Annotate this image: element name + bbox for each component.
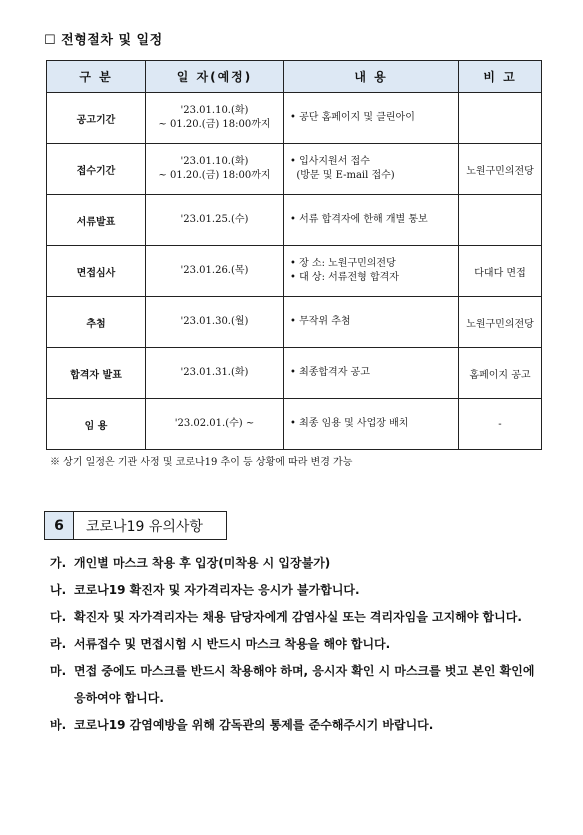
header-note: 비 고 (459, 61, 542, 93)
list-item (50, 604, 550, 631)
section-number: 6 (45, 512, 74, 539)
row-date: '23.01.25.(수) (146, 195, 284, 246)
table-row (47, 246, 542, 297)
row-note: 다대다 면접 (459, 246, 542, 297)
schedule-table (46, 60, 542, 450)
row-content: • 서류 합격자에 한해 개별 통보 (284, 195, 459, 246)
table-row (47, 93, 542, 144)
list-item (50, 631, 550, 658)
table-row (47, 144, 542, 195)
covid-notice-list (50, 550, 550, 739)
row-date: '23.01.10.(화) ~ 01.20.(금) 18:00까지 (146, 144, 284, 195)
schedule-footnote: ※ 상기 일정은 기관 사정 및 코로나19 추이 등 상황에 따라 변경 가능 (50, 457, 353, 468)
row-category: 임 용 (47, 399, 146, 450)
list-text: 서류접수 및 면접시험 시 반드시 마스크 착용을 해야 합니다. (74, 637, 391, 651)
list-item (50, 577, 550, 604)
section-title: ☐ 전형절차 및 일정 (44, 33, 163, 48)
list-item (50, 550, 550, 577)
table-row (47, 195, 542, 246)
row-date: '23.01.31.(화) (146, 348, 284, 399)
row-category: 추첨 (47, 297, 146, 348)
row-content: • 무작위 추첨 (284, 297, 459, 348)
list-marker: 바. (50, 718, 67, 732)
row-content: • 장 소: 노원구민의전당 • 대 상: 서류전형 합격자 (284, 246, 459, 297)
list-item (50, 658, 550, 712)
row-note (459, 195, 542, 246)
row-category: 합격자 발표 (47, 348, 146, 399)
row-content: • 최종합격자 공고 (284, 348, 459, 399)
section-heading-title: 코로나19 유의사항 (86, 518, 203, 535)
list-marker: 라. (50, 637, 67, 651)
row-date: '23.02.01.(수) ~ (146, 399, 284, 450)
table-row (47, 399, 542, 450)
row-note: 노원구민의전당 (459, 297, 542, 348)
list-marker: 다. (50, 610, 67, 624)
covid-section-heading (44, 511, 227, 540)
list-marker: 가. (50, 556, 67, 570)
row-content: • 최종 임용 및 사업장 배치 (284, 399, 459, 450)
list-text: 코로나19 감염예방을 위해 감독관의 통제를 준수해주시기 바랍니다. (74, 718, 434, 732)
row-note: 노원구민의전당 (459, 144, 542, 195)
header-category: 구 분 (47, 61, 146, 93)
list-text: 개인별 마스크 착용 후 입장(미착용 시 입장불가) (74, 556, 331, 570)
table-header-row (47, 61, 542, 93)
table-row (47, 297, 542, 348)
row-category: 서류발표 (47, 195, 146, 246)
list-text: 면접 중에도 마스크를 반드시 착용해야 하며, 응시자 확인 시 마스크를 벗고 본인 확인에 응하여야 합니다. (74, 664, 535, 705)
row-category: 접수기간 (47, 144, 146, 195)
row-category: 공고기간 (47, 93, 146, 144)
row-content: • 입사지원서 접수 (방문 및 E-mail 접수) (284, 144, 459, 195)
row-content: • 공단 홈페이지 및 클린아이 (284, 93, 459, 144)
list-marker: 마. (50, 664, 67, 678)
row-date: '23.01.10.(화) ~ 01.20.(금) 18:00까지 (146, 93, 284, 144)
row-date: '23.01.30.(월) (146, 297, 284, 348)
table-row (47, 348, 542, 399)
row-category: 면접심사 (47, 246, 146, 297)
list-text: 코로나19 확진자 및 자가격리자는 응시가 불가합니다. (74, 583, 360, 597)
row-note (459, 93, 542, 144)
row-note: 홈페이지 공고 (459, 348, 542, 399)
row-note: - (459, 399, 542, 450)
header-content: 내 용 (284, 61, 459, 93)
row-date: '23.01.26.(목) (146, 246, 284, 297)
list-marker: 나. (50, 583, 67, 597)
list-item (50, 712, 550, 739)
list-text: 확진자 및 자가격리자는 채용 담당자에게 감염사실 또는 격리자임을 고지해야 합니다. (74, 610, 522, 624)
header-date: 일 자(예정) (146, 61, 284, 93)
